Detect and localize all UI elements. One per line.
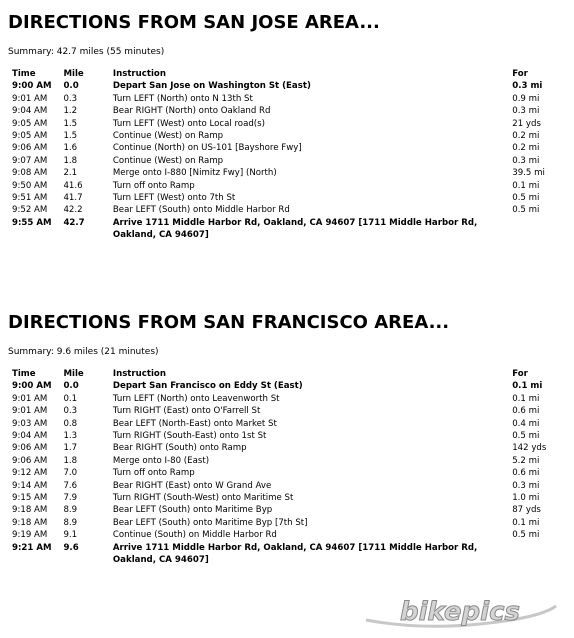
row-time: 9:01 AM bbox=[12, 406, 48, 417]
row-distance: 0.3 mi bbox=[512, 480, 540, 491]
directions-section-san-francisco bbox=[8, 312, 564, 567]
table-row bbox=[8, 480, 558, 492]
table-row bbox=[8, 217, 558, 242]
row-mile: 0.3 bbox=[63, 93, 78, 104]
table-row bbox=[8, 405, 558, 417]
row-distance: 87 yds bbox=[512, 505, 541, 516]
column-header-time: Time bbox=[12, 69, 36, 79]
row-time: 9:14 AM bbox=[12, 480, 48, 491]
row-mile: 8.9 bbox=[63, 517, 78, 528]
column-header-time: Time bbox=[12, 369, 36, 379]
row-time: 9:52 AM bbox=[12, 205, 48, 216]
table-row bbox=[8, 80, 558, 92]
column-header-mile: Mile bbox=[63, 369, 84, 379]
row-distance: 0.1 mi bbox=[512, 381, 543, 392]
row-distance: 0.3 mi bbox=[512, 81, 543, 92]
table-row bbox=[8, 492, 558, 504]
table-row bbox=[8, 542, 558, 567]
table-row bbox=[8, 93, 558, 105]
row-mile: 1.8 bbox=[63, 455, 78, 466]
row-distance bbox=[512, 542, 558, 567]
row-distance: 0.4 mi bbox=[512, 418, 540, 429]
column-header-mile: Mile bbox=[63, 69, 84, 79]
row-instruction: Turn RIGHT (East) onto O'Farrell St bbox=[112, 406, 261, 417]
row-instruction: Turn RIGHT (South-East) onto 1st St bbox=[112, 431, 267, 442]
table-row bbox=[8, 180, 558, 192]
table-row bbox=[8, 142, 558, 154]
row-time: 9:50 AM bbox=[12, 180, 48, 191]
table-header-row bbox=[8, 368, 558, 380]
table-row bbox=[8, 380, 558, 392]
row-distance: 21 yds bbox=[512, 118, 541, 129]
table-row bbox=[8, 155, 558, 167]
row-instruction: Turn off onto Ramp bbox=[112, 180, 195, 191]
row-mile: 1.5 bbox=[63, 118, 78, 129]
row-distance bbox=[512, 217, 558, 242]
row-instruction: Continue (West) on Ramp bbox=[112, 131, 224, 142]
directions-table bbox=[8, 368, 558, 567]
row-mile: 0.0 bbox=[63, 381, 79, 392]
row-mile: 0.8 bbox=[63, 418, 78, 429]
column-header-instruction: Instruction bbox=[112, 369, 166, 379]
row-mile: 2.1 bbox=[63, 168, 78, 179]
table-row bbox=[8, 442, 558, 454]
row-distance: 0.6 mi bbox=[512, 468, 540, 479]
row-instruction: Turn LEFT (West) onto Local road(s) bbox=[112, 118, 265, 129]
directions-section-san-jose bbox=[8, 12, 564, 242]
row-mile: 1.5 bbox=[63, 131, 78, 142]
row-instruction: Bear RIGHT (East) onto W Grand Ave bbox=[112, 480, 272, 491]
table-row bbox=[8, 204, 558, 216]
row-instruction: Depart San Francisco on Eddy St (East) bbox=[112, 381, 303, 392]
row-instruction: Bear LEFT (South) onto Middle Harbor Rd bbox=[112, 205, 290, 216]
route-summary: Summary: 9.6 miles (21 minutes) bbox=[8, 347, 159, 357]
row-instruction: Bear RIGHT (North) onto Oakland Rd bbox=[112, 106, 271, 117]
row-mile: 7.6 bbox=[63, 480, 78, 491]
table-header-row bbox=[8, 68, 558, 80]
row-time: 9:01 AM bbox=[12, 93, 48, 104]
row-mile: 1.7 bbox=[63, 443, 78, 454]
row-distance: 0.5 mi bbox=[512, 205, 540, 216]
row-mile: 42.2 bbox=[63, 205, 83, 216]
table-row bbox=[8, 393, 558, 405]
row-distance: 0.1 mi bbox=[512, 393, 540, 404]
row-instruction: Turn off onto Ramp bbox=[112, 468, 195, 479]
row-distance: 0.2 mi bbox=[512, 143, 540, 154]
column-header-for: For bbox=[512, 69, 528, 79]
row-instruction: Continue (North) on US-101 [Bayshore Fwy] bbox=[112, 143, 302, 154]
row-distance: 0.6 mi bbox=[512, 406, 540, 417]
row-instruction: Merge onto I-880 [Nimitz Fwy] (North) bbox=[112, 168, 277, 179]
table-row bbox=[8, 192, 558, 204]
row-time: 9:00 AM bbox=[12, 381, 52, 392]
row-time: 9:19 AM bbox=[12, 530, 48, 541]
row-time: 9:15 AM bbox=[12, 493, 48, 504]
row-distance: 0.5 mi bbox=[512, 530, 540, 541]
row-distance: 0.9 mi bbox=[512, 93, 540, 104]
row-distance: 0.5 mi bbox=[512, 193, 540, 204]
row-distance: 5.2 mi bbox=[512, 455, 540, 466]
svg-text:bikepics: bikepics bbox=[400, 597, 520, 627]
table-row bbox=[8, 504, 558, 516]
row-instruction: Bear LEFT (South) onto Maritime Byp bbox=[112, 505, 273, 516]
row-time: 9:06 AM bbox=[12, 443, 48, 454]
row-distance: 0.5 mi bbox=[512, 431, 540, 442]
row-time: 9:04 AM bbox=[12, 431, 48, 442]
column-header-instruction: Instruction bbox=[112, 69, 166, 79]
table-row bbox=[8, 105, 558, 117]
table-row bbox=[8, 118, 558, 130]
route-summary: Summary: 42.7 miles (55 minutes) bbox=[8, 47, 165, 57]
row-instruction: Bear LEFT (South) onto Maritime Byp [7th St] bbox=[112, 517, 308, 528]
row-mile: 0.1 bbox=[63, 393, 78, 404]
row-time: 9:01 AM bbox=[12, 393, 48, 404]
row-instruction: Turn LEFT (West) onto 7th St bbox=[112, 193, 236, 204]
row-instruction: Turn LEFT (North) onto Leavenworth St bbox=[112, 393, 280, 404]
row-time: 9:55 AM bbox=[12, 217, 52, 228]
row-distance: 142 yds bbox=[512, 443, 547, 454]
row-time: 9:21 AM bbox=[12, 542, 52, 553]
row-time: 9:18 AM bbox=[12, 505, 48, 516]
row-time: 9:07 AM bbox=[12, 155, 48, 166]
table-row bbox=[8, 467, 558, 479]
bikepics-watermark-logo bbox=[360, 596, 560, 630]
column-header-for: For bbox=[512, 369, 528, 379]
row-distance: 0.2 mi bbox=[512, 131, 540, 142]
row-instruction: Turn LEFT (North) onto N 13th St bbox=[112, 93, 253, 104]
directions-table bbox=[8, 68, 558, 242]
section-title: DIRECTIONS FROM SAN FRANCISCO AREA... bbox=[8, 312, 450, 333]
row-time: 9:06 AM bbox=[12, 143, 48, 154]
row-mile: 9.1 bbox=[63, 530, 78, 541]
row-mile: 7.9 bbox=[63, 493, 78, 504]
row-mile: 0.3 bbox=[63, 406, 78, 417]
table-row bbox=[8, 167, 558, 179]
row-instruction: Turn RIGHT (South-West) onto Maritime St bbox=[112, 493, 294, 504]
row-instruction: Bear LEFT (North-East) onto Market St bbox=[112, 418, 277, 429]
row-mile: 1.8 bbox=[63, 155, 78, 166]
row-instruction: Continue (South) on Middle Harbor Rd bbox=[112, 530, 277, 541]
row-distance: 0.1 mi bbox=[512, 180, 540, 191]
row-time: 9:06 AM bbox=[12, 455, 48, 466]
directions-rows bbox=[8, 80, 558, 241]
row-mile: 0.0 bbox=[63, 81, 79, 92]
row-mile: 9.6 bbox=[63, 542, 79, 553]
table-row bbox=[8, 418, 558, 430]
row-time: 9:08 AM bbox=[12, 168, 48, 179]
row-mile: 8.9 bbox=[63, 505, 78, 516]
row-distance: 0.3 mi bbox=[512, 106, 540, 117]
table-row bbox=[8, 430, 558, 442]
row-mile: 1.6 bbox=[63, 143, 78, 154]
row-instruction: Merge onto I-80 (East) bbox=[112, 455, 210, 466]
row-mile: 1.2 bbox=[63, 106, 78, 117]
row-time: 9:03 AM bbox=[12, 418, 48, 429]
table-row bbox=[8, 455, 558, 467]
row-mile: 1.3 bbox=[63, 431, 78, 442]
row-distance: 0.3 mi bbox=[512, 155, 540, 166]
row-time: 9:05 AM bbox=[12, 118, 48, 129]
row-mile: 7.0 bbox=[63, 468, 78, 479]
row-mile: 42.7 bbox=[63, 217, 85, 228]
row-instruction: Arrive 1711 Middle Harbor Rd, Oakland, CA 94607 [1711 Middle Harbor Rd, Oakland, CA 94607] bbox=[112, 217, 478, 241]
section-title: DIRECTIONS FROM SAN JOSE AREA... bbox=[8, 12, 380, 33]
row-mile: 41.6 bbox=[63, 180, 83, 191]
row-instruction: Bear RIGHT (South) onto Ramp bbox=[112, 443, 247, 454]
directions-rows bbox=[8, 380, 558, 566]
table-row bbox=[8, 529, 558, 541]
row-time: 9:18 AM bbox=[12, 517, 48, 528]
row-time: 9:12 AM bbox=[12, 468, 48, 479]
row-mile: 41.7 bbox=[63, 193, 83, 204]
row-distance: 1.0 mi bbox=[512, 493, 540, 504]
table-row bbox=[8, 517, 558, 529]
row-distance: 0.1 mi bbox=[512, 517, 540, 528]
row-time: 9:00 AM bbox=[12, 81, 52, 92]
row-distance: 39.5 mi bbox=[512, 168, 545, 179]
row-instruction: Depart San Jose on Washington St (East) bbox=[112, 81, 311, 92]
table-row bbox=[8, 130, 558, 142]
row-time: 9:05 AM bbox=[12, 131, 48, 142]
row-time: 9:04 AM bbox=[12, 106, 48, 117]
row-instruction: Arrive 1711 Middle Harbor Rd, Oakland, CA 94607 [1711 Middle Harbor Rd, Oakland, CA 94607] bbox=[112, 542, 478, 566]
row-time: 9:51 AM bbox=[12, 193, 48, 204]
row-instruction: Continue (West) on Ramp bbox=[112, 155, 224, 166]
watermark-logo-graphic bbox=[360, 596, 560, 630]
